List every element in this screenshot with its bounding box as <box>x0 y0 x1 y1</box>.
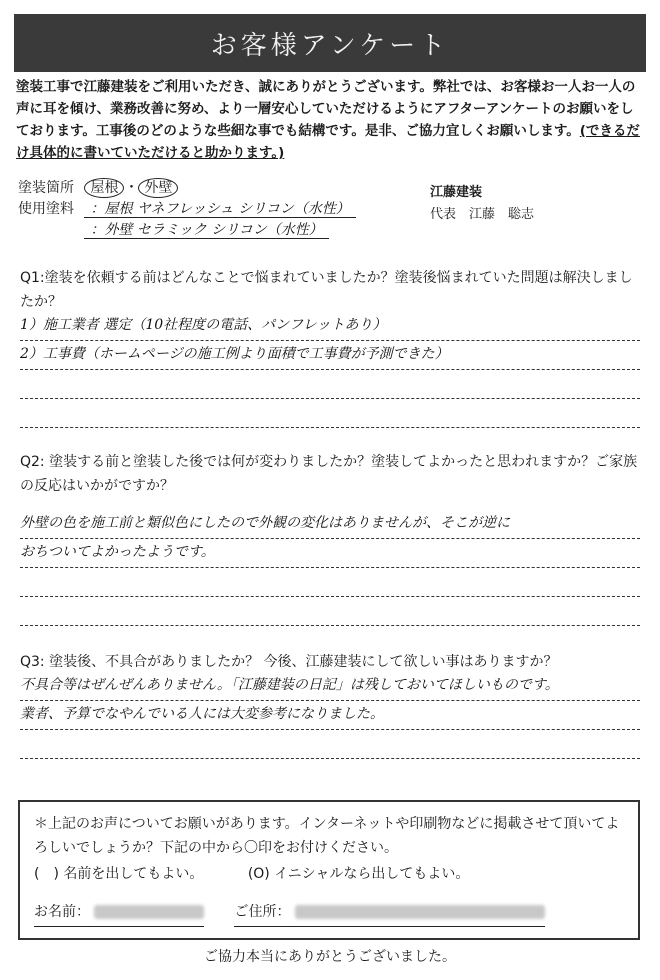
location-wall: 外壁 <box>138 178 178 198</box>
location-sep: ・ <box>124 180 139 196</box>
location-roof: 屋根 <box>84 178 124 198</box>
consent-box <box>18 800 640 940</box>
address-field[interactable] <box>234 900 544 927</box>
intro-emphasis: (できるだけ具体的に書いていただけると助かります。) <box>16 123 640 161</box>
name-field[interactable] <box>34 900 204 927</box>
material-roof: ：屋根 ヤネフレッシュ シリコン（水性） <box>84 201 355 218</box>
q3-answer-line: 不具合等はぜんぜんありません。「江藤建装の日記」は残しておいてほしいものです。 <box>20 672 640 701</box>
material-label: 使用塗料 <box>18 201 74 217</box>
q3-answer-lines <box>20 672 640 759</box>
page-title <box>14 14 646 72</box>
intro-paragraph <box>16 76 646 164</box>
company-name: 江藤建装 <box>430 185 483 200</box>
q2-question: Q2: 塗装する前と塗装した後では何が変わりましたか？塗装してよかったと思われますか？ご家族の反応はいかがですか？ <box>20 454 638 494</box>
company-info <box>430 182 534 226</box>
material-row-roof <box>18 199 438 220</box>
intro-text: 塗装工事で江藤建装をご利用いただき、誠にありがとうございます。弊社では、お客様お一人お一人の声に耳を傾け、業務改善に努め、より一層安心していただけるようにアフターアンケートのお願いをしております。工事後のどのような些細な事でも結構です。是非、ご協力宜しくお願いします。 <box>16 79 636 139</box>
q2-answer-line <box>20 597 640 626</box>
q1-question: Q1:塗装を依頼する前はどんなことで悩まれていましたか？塗装後悩まれていた問題は解決しましたか？ <box>20 270 633 310</box>
name-label: お名前： <box>34 904 90 920</box>
location-row <box>18 178 438 199</box>
title-text: お客様アンケート <box>210 30 450 61</box>
location-label: 塗装箇所 <box>18 180 74 196</box>
q2-answer-line: 外壁の色を施工前と類似色にしたので外観の変化はありませんが、そこが逆に <box>20 510 640 539</box>
q3-answer-line: 業者、予算でなやんでいる人には大変参考になりました。 <box>20 701 640 730</box>
option-name-ok[interactable]: ( ) 名前を出してもよい。 <box>34 866 204 882</box>
material-row-wall <box>18 220 438 241</box>
paint-info <box>18 178 438 241</box>
q2-answer-line <box>20 568 640 597</box>
q2-answer-lines <box>20 510 640 626</box>
name-address-row <box>34 900 624 927</box>
thanks-text: ご協力本当にありがとうございました。 <box>204 949 456 965</box>
consent-options <box>34 862 624 886</box>
material-wall: ：外壁 セラミック シリコン（水性） <box>84 222 328 239</box>
q1-answer-line <box>20 399 640 428</box>
name-redacted <box>94 905 204 919</box>
consent-text: ＊上記のお声についてお願いがあります。インターネットや印刷物などに掲載させて頂いてよろしいでしょうか？下記の中から〇印をお付けください。 <box>34 816 620 856</box>
address-redacted <box>295 905 545 919</box>
q3-question: Q3: 塗装後、不具合がありましたか？ 今後、江藤建装にして欲しい事はありますか？ <box>20 654 558 670</box>
q1-answer-line <box>20 370 640 399</box>
q1-answer-lines <box>20 312 640 428</box>
q2-answer-line: おちついてよかったようです。 <box>20 539 640 568</box>
company-rep: 代表 江藤 聡志 <box>430 207 535 222</box>
q1-answer-line: 2）工事費（ホームページの施工例より面積で工事費が予測できた） <box>20 341 640 370</box>
q1-answer-line: 1）施工業者 選定（10社程度の電話、パンフレットあり） <box>20 312 640 341</box>
address-label: ご住所： <box>234 904 291 920</box>
option-initial-ok[interactable]: (O) イニシャルなら出してもよい。 <box>247 866 470 882</box>
q3-answer-line <box>20 730 640 759</box>
